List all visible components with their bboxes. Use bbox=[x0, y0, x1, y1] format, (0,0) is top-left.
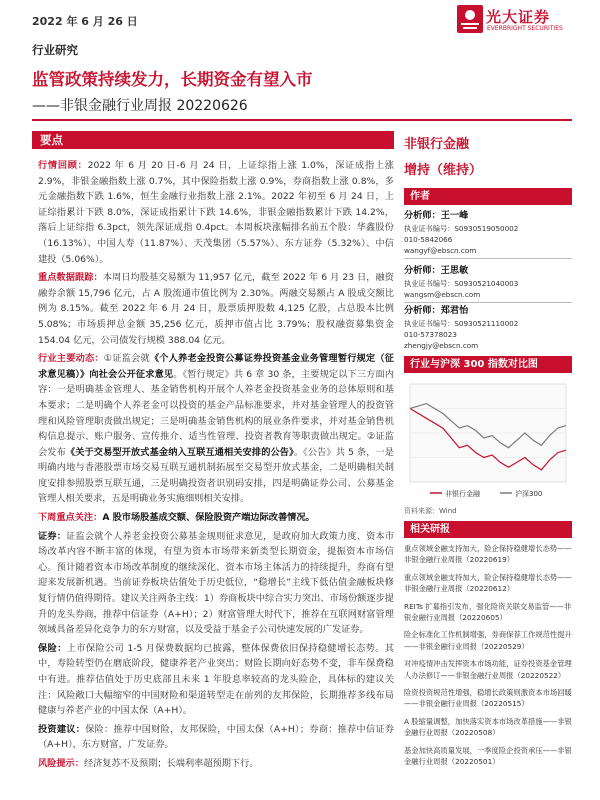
market-review-text: 2022 年 6 月 20 日-6 月 24 日，上证综指上涨 1.0%，深证成指上涨 2.9%，非银金融指数上涨 0.7%，其中保险指数上涨 0.9%，券商指数上涨 0.8%，多元金融指数下跌 1.6%，恒生金融行业指数上涨 2.1%。2022 年初至 6 月 24 日，上证综指累计下跌 8.0%，深证成指累计下跌 14.6%，非银金融指数累计下跌 14.2%，落后上证综指 6.3pct，领先深证成指 0.4pct。本周板块涨幅排名前五个股：华鑫股份（16.13%）、中国人寿（11.87%）、天茂集团（5.57%）、东方证券（5.32%）、中信建投（5.06%）。 bbox=[38, 160, 394, 265]
analyst-card bbox=[404, 209, 572, 257]
legend-label: 沪深300 bbox=[515, 490, 543, 498]
chart-source: 资料来源：Wind bbox=[404, 507, 457, 515]
analyst-cert: 执业证书编号：S0930519050002 bbox=[404, 224, 519, 233]
risk-label: 风险提示： bbox=[38, 757, 84, 769]
analyst-email[interactable]: wangyf@ebscn.com bbox=[404, 246, 477, 256]
data-tracking-para bbox=[38, 270, 394, 348]
risk-para bbox=[38, 756, 394, 772]
data-tracking-text: 本周日均股基交易额为 11,957 亿元，截至 2022 年 6 月 23 日，融资融券余额 15,796 亿元，占 A 股流通市值比例为 2.30%。两融交易额占 A 股成交额比例为 8.15%。截至 2022 年 6 月 24 日，股票质押股数 4,125 亿股，占总股本比例 5.08%；市场质押总金额 35,256 亿元，质押市值占比 3.79%；股权融资募集资金 154.04 亿元，公司债发行规模 388.04 亿元。 bbox=[38, 272, 394, 346]
analyst-card bbox=[404, 264, 572, 300]
next-week-text: A 股市场股基成交额、保险股资产端边际改善情况。 bbox=[102, 512, 315, 524]
sector-rating: 增持（维持） bbox=[404, 163, 483, 178]
investment-advice-text: 保险：推荐中国财险，友邦保险，中国太保（A+H）；券商：推荐中信证券（A+H），东方财富，广发证券。 bbox=[38, 723, 394, 751]
securities-label: 证券： bbox=[38, 530, 67, 542]
dynamics-text-3: 。《公告》共 5 条，一是明确内地与香港股票市场交易互联互通机制拓展至交易型开放式基金，二是明确相关制度安排参照股票互联互通，三是明确投资者识别码安排，四是明确证券公司、公募基金管理人相关要求，五是明确业务实施细则相关安排。 bbox=[38, 446, 394, 505]
related-report-item[interactable]: 重点领域金融支持加大，险企保持稳健增长态势——非银金融行业周报（20220619） bbox=[404, 544, 572, 565]
logo-text-cn: 光大证券 bbox=[486, 8, 551, 26]
analyst-divider bbox=[404, 302, 572, 303]
related-reports-heading: 相关研报 bbox=[404, 521, 572, 538]
analyst-cert: 执业证书编号：S0930521040003 bbox=[404, 279, 519, 288]
securities-text: 证监会就个人养老金投资公募基金规则征求意见，是政府加大政策力度、资本市场改革内容不断丰富的体现，有望为资本市场带来新类型长期资金，提振资本市场信心。预计随着资本市场改革制度的继续深化、资本市场主体活力的持续提升，券商有望迎来发展新机遇。当前证券板块估值处于历史低位，“稳增长”主线下低估值金融板块修复行情仍值得期待。建议关注两条主线：1）券商板块中综合实力突出、市场份额逐步提升的龙头券商，推荐中信证券（A+H）；2）财富管理大时代下，推荐在互联网财富管理领域具备差异化竞争力的东方财富，以及受益于基金子公司快速发展的广发证券。 bbox=[38, 530, 395, 636]
analyst-phone: 010-5842066 bbox=[404, 235, 453, 245]
analyst-email[interactable]: wangsm@ebscn.com bbox=[404, 290, 481, 300]
authors-heading: 作者 bbox=[404, 188, 572, 205]
related-report-item[interactable]: 重点领域金融支持加大，险企保持稳健增长态势——非银金融行业周报（20220612） bbox=[404, 572, 572, 594]
market-review-label: 行情回顾： bbox=[38, 160, 88, 171]
report-type: 行业研究 bbox=[32, 43, 78, 57]
legend-label: 非银行金融 bbox=[445, 490, 480, 498]
analyst-phone: 010-57378023 bbox=[404, 330, 457, 340]
related-reports-list bbox=[404, 543, 572, 774]
analyst-name: 分析师：郑君怡 bbox=[404, 305, 469, 316]
related-report-item[interactable]: REITs 扩募指引发布，强化险资关联交易监管——非银金融行业周报（20220605） bbox=[404, 601, 572, 623]
analyst-name: 分析师：王思敏 bbox=[404, 265, 469, 276]
sector-name: 非银行金融 bbox=[404, 137, 470, 152]
brand-logo bbox=[456, 4, 574, 38]
key-points-body bbox=[38, 158, 394, 775]
next-week-label: 下周重点关注： bbox=[38, 512, 103, 524]
analyst-cert: 执业证书编号：S0930521110002 bbox=[404, 319, 519, 328]
industry-dynamics-label: 行业主要动态： bbox=[38, 353, 104, 365]
related-report-item[interactable]: 对冲疫情冲击发挥资本市场功能，证券投资基金管理人办法修订——非银金融行业周报（20220522） bbox=[404, 659, 572, 680]
title-divider bbox=[32, 119, 572, 121]
related-report-item[interactable]: 险企标准化工作机制增强，券商保荐工作规范性提升——非银金融行业周报（20220529） bbox=[404, 630, 572, 651]
insurance-para bbox=[38, 641, 394, 719]
report-title: 监管政策持续发力，长期资金有望入市 bbox=[32, 70, 313, 89]
dynamics-bold-1: 《个人养老金投资公募证券投资基金业务管理暂行规定（征求意见稿）》向社会公开征求意见 bbox=[38, 353, 394, 380]
logo-text-en: EVERBRIGHT SECURITIES bbox=[487, 25, 563, 32]
index-comparison-chart bbox=[404, 376, 572, 504]
market-review-para bbox=[38, 158, 394, 267]
analyst-card bbox=[404, 304, 572, 352]
sun-logo-icon bbox=[456, 4, 484, 34]
analyst-email[interactable]: zhengjy@ebscn.com bbox=[404, 341, 479, 351]
investment-advice-label: 投资建议： bbox=[38, 723, 86, 735]
chart-heading: 行业与沪深 300 指数对比图 bbox=[404, 356, 572, 373]
next-week-para bbox=[38, 510, 394, 526]
investment-advice-para bbox=[38, 722, 394, 753]
industry-dynamics-para bbox=[38, 351, 394, 507]
dynamics-text-2: 。《暂行规定》共 6 章 30 条，主要规定以下三方面内容：一是明确基金管理人、基金销售机构开展个人养老金投资基金业务的总体原则和基本要求；二是明确个人养老金可以投资的基金产品标准要求，并对基金管理人的投资管理和风险管理职责做出规定；三是明确基金销售机构的展业条件要求，并对基金销售机构信息提示、账户服务、宣传推介、适当性管理、投资者教育等职责做出规定。②证监会发布 bbox=[38, 368, 395, 458]
report-subtitle: ——非银金融行业周报 20220626 bbox=[32, 98, 248, 114]
dynamics-text-1: ①证监会就 bbox=[103, 353, 150, 365]
analyst-divider bbox=[404, 258, 572, 259]
risk-text: 经济复苏不及预期；长端利率超预期下行。 bbox=[83, 757, 259, 769]
related-report-item[interactable]: 基金加快高质量发展，一季度险企投资承压——非银金融行业周报（20220501） bbox=[404, 745, 572, 767]
related-report-item[interactable]: 险资投资规范性增强，稳增长政策则激资本市场回暖——非银金融行业周报（20220515） bbox=[404, 688, 572, 709]
insurance-text: 上市保险公司 1-5 月保费数据均已披露，整体保费依旧保持稳健增长态势。其中，寿险转型仍在磨底阶段，健康养老产业突出；财险长期向好态势不变，非车保费稳中有进。推荐估值处于历史底部且未来 1 年股息率较高的龙头险企，具体标的建议关注：风险敞口大幅缩窄的中国财险和渠道转型走在前列的友邦保险，长期推荐多线布局健康与养老产业的中国太保（A+H）。 bbox=[38, 642, 394, 717]
dynamics-bold-2: 《关于交易型开放式基金纳入互联互通相关安排的公告》 bbox=[65, 446, 294, 458]
key-points-heading: 要点 bbox=[32, 131, 394, 149]
securities-para bbox=[38, 529, 394, 638]
related-report-item[interactable]: A 股缩量调整，加快落实资本市场改革措施——非银金融行业周报（20220508） bbox=[404, 716, 572, 738]
report-date: 2022 年 6 月 26 日 bbox=[32, 15, 138, 28]
analyst-name: 分析师：王一峰 bbox=[404, 210, 469, 221]
data-tracking-label: 重点数据跟踪： bbox=[38, 272, 103, 284]
insurance-label: 保险： bbox=[38, 642, 67, 654]
